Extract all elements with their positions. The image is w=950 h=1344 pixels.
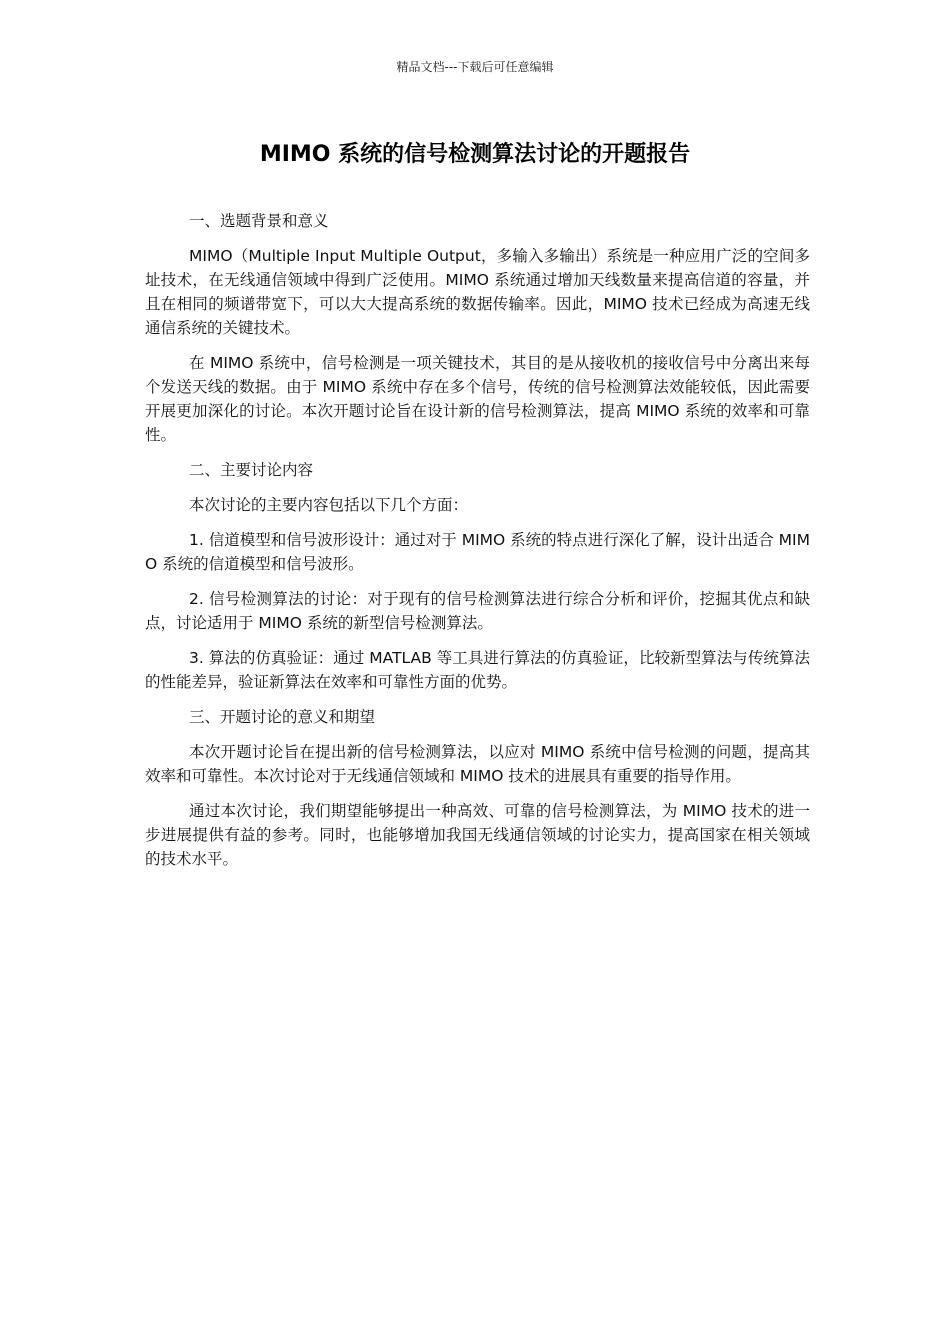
list-item-simulation: 3. 算法的仿真验证：通过 MATLAB 等工具进行算法的仿真验证，比较新型算法与传统算法的性能差异，验证新算法在效率和可靠性方面的优势。 <box>145 649 810 691</box>
document-title: MIMO 系统的信号检测算法讨论的开题报告 <box>259 142 691 167</box>
paragraph-expectations: 通过本次讨论，我们期望能够提出一种高效、可靠的信号检测算法，为 MIMO 技术的进一步进展提供有益的参考。同时，也能够增加我国无线通信领域的讨论实力，提高国家在相关领域的技术水平。 <box>145 802 810 868</box>
document-body <box>145 209 810 882</box>
paragraph-signal-detection: 在 MIMO 系统中，信号检测是一项关键技术，其目的是从接收机的接收信号中分离出来每个发送天线的数据。由于 MIMO 系统中存在多个信号，传统的信号检测算法效能较低，因此需要开展更加深化的讨论。本次开题讨论旨在设计新的信号检测算法，提高 MIMO 系统的效率和可靠性。 <box>145 354 810 444</box>
page-header-note: 精品文档---下载后可任意编辑 <box>396 60 554 74</box>
paragraph-mimo-intro: MIMO（Multiple Input Multiple Output，多输入多输出）系统是一种应用广泛的空间多址技术，在无线通信领域中得到广泛使用。MIMO 系统通过增加天线数量来提高信道的容量，并且在相同的频谱带宽下，可以大大提高系统的数据传输率。因此，MIMO 技术已经成为高速无线通信系统的关键技术。 <box>145 247 810 337</box>
section-heading-main-content: 二、主要讨论内容 <box>189 461 314 479</box>
list-item-channel-model: 1. 信道模型和信号波形设计：通过对于 MIMO 系统的特点进行深化了解，设计出适合 MIMO 系统的信道模型和信号波形。 <box>145 531 810 573</box>
list-item-detection-algorithms: 2. 信号检测算法的讨论：对于现有的信号检测算法进行综合分析和评价，挖掘其优点和缺点，讨论适用于 MIMO 系统的新型信号检测算法。 <box>145 590 810 632</box>
paragraph-significance: 本次开题讨论旨在提出新的信号检测算法，以应对 MIMO 系统中信号检测的问题，提高其效率和可靠性。本次讨论对于无线通信领域和 MIMO 技术的进展具有重要的指导作用。 <box>145 743 810 785</box>
paragraph-content-intro: 本次讨论的主要内容包括以下几个方面： <box>189 496 469 514</box>
section-heading-background: 一、选题背景和意义 <box>189 212 329 230</box>
section-heading-significance: 三、开题讨论的意义和期望 <box>189 708 376 726</box>
